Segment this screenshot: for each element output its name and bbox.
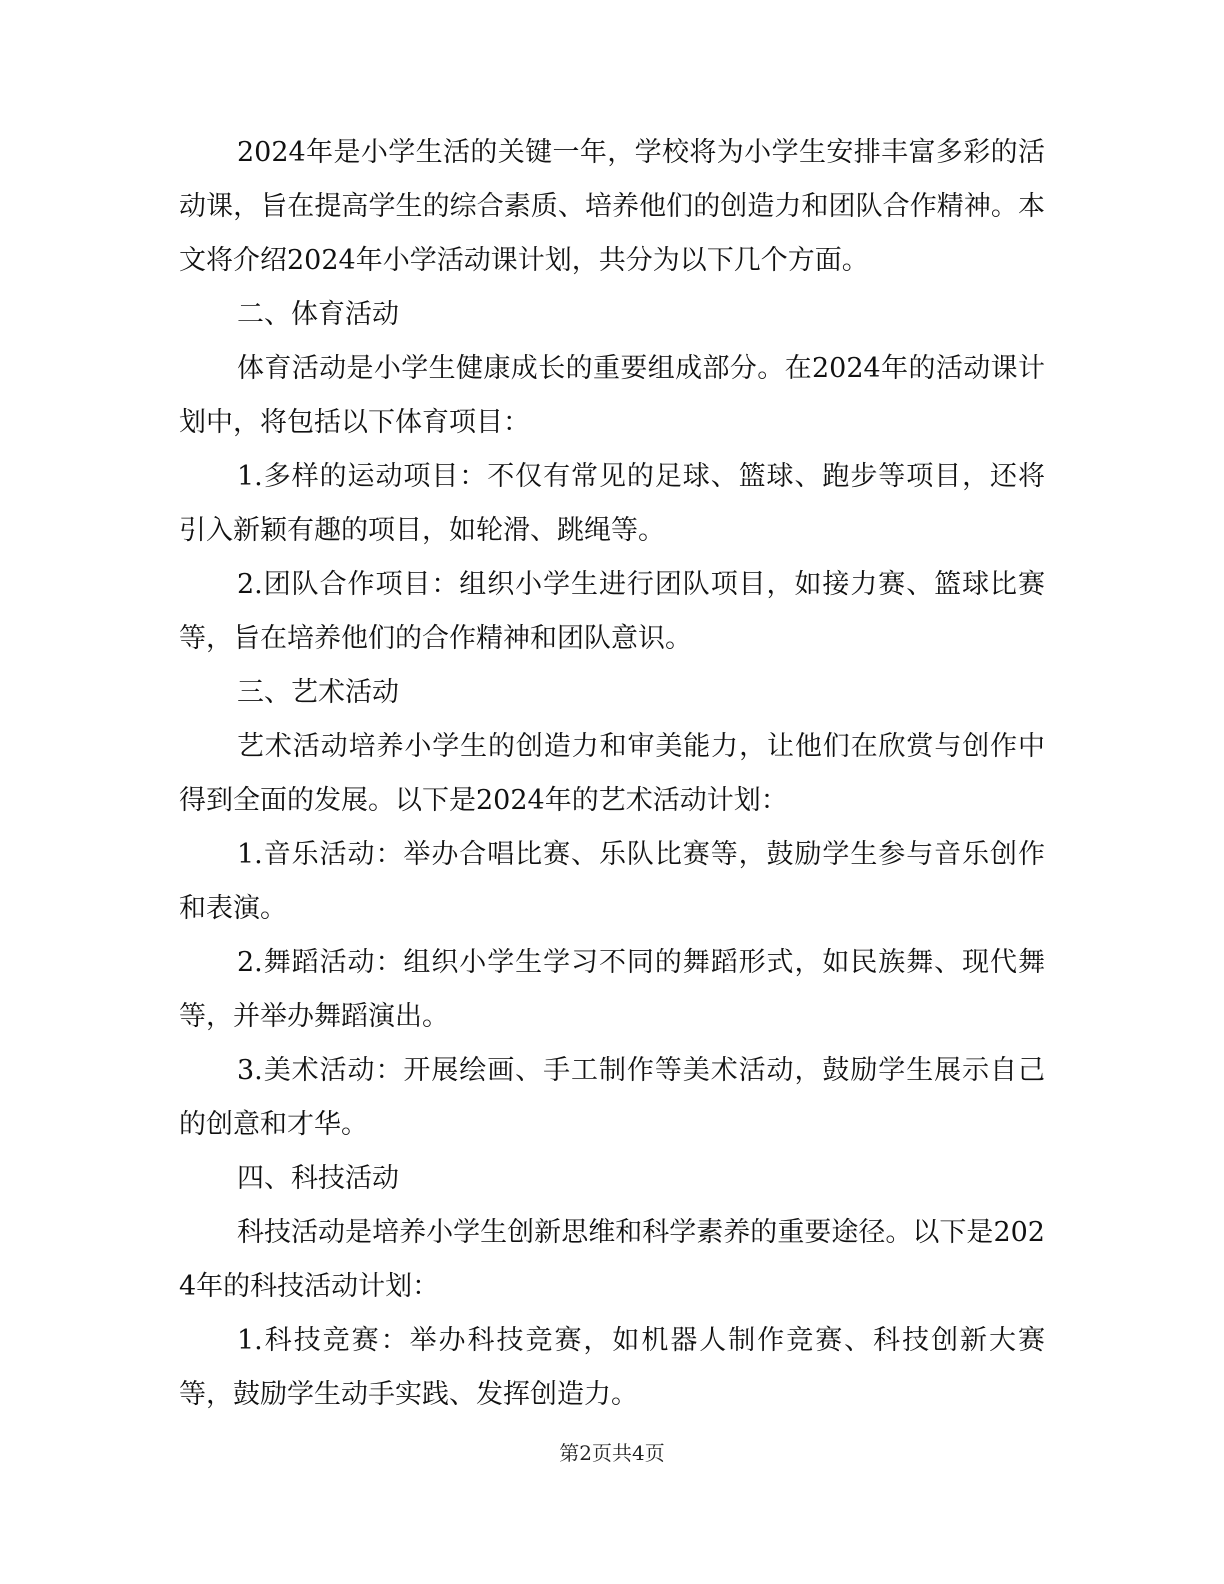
arts-item-2: 2.舞蹈活动：组织小学生学习不同的舞蹈形式，如民族舞、现代舞等，并举办舞蹈演出。 — [179, 947, 1045, 1032]
document-body — [179, 126, 1045, 1422]
arts-intro-paragraph: 艺术活动培养小学生的创造力和审美能力，让他们在欣赏与创作中得到全面的发展。以下是2024年的艺术活动计划： — [179, 731, 1045, 816]
section-heading-sports: 二、体育活动 — [237, 299, 399, 330]
arts-item-1: 1.音乐活动：举办合唱比赛、乐队比赛等，鼓励学生参与音乐创作和表演。 — [179, 839, 1045, 924]
intro-paragraph: 2024年是小学生活的关键一年，学校将为小学生安排丰富多彩的活动课，旨在提高学生的综合素质、培养他们的创造力和团队合作精神。本文将介绍2024年小学活动课计划，共分为以下几个方面。 — [179, 137, 1045, 276]
sports-item-2: 2.团队合作项目：组织小学生进行团队项目，如接力赛、篮球比赛等，旨在培养他们的合作精神和团队意识。 — [179, 569, 1045, 654]
page-number-footer: 第2页共4页 — [559, 1441, 665, 1465]
sports-intro-paragraph: 体育活动是小学生健康成长的重要组成部分。在2024年的活动课计划中，将包括以下体育项目： — [179, 353, 1045, 438]
section-heading-arts: 三、艺术活动 — [237, 677, 399, 708]
arts-item-3: 3.美术活动：开展绘画、手工制作等美术活动，鼓励学生展示自己的创意和才华。 — [179, 1055, 1045, 1140]
tech-item-1: 1.科技竞赛：举办科技竞赛，如机器人制作竞赛、科技创新大赛等，鼓励学生动手实践、发挥创造力。 — [179, 1325, 1045, 1410]
sports-item-1: 1.多样的运动项目：不仅有常见的足球、篮球、跑步等项目，还将引入新颖有趣的项目，如轮滑、跳绳等。 — [179, 461, 1045, 546]
tech-intro-paragraph: 科技活动是培养小学生创新思维和科学素养的重要途径。以下是2024年的科技活动计划： — [179, 1217, 1045, 1302]
section-heading-tech: 四、科技活动 — [237, 1163, 399, 1194]
